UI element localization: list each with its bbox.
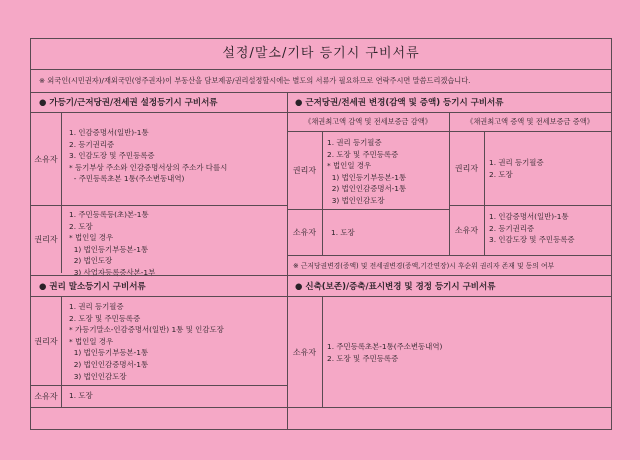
list-item: 2. 도장 및 주민등록증: [327, 353, 399, 363]
middle-divider: [31, 275, 611, 276]
decrease-holder-list: [327, 137, 406, 207]
list-item: 1) 법인등기부등본-1통: [327, 172, 407, 182]
section1-heading: ● 가등기/근저당권/전세권 설정등기시 구비서류: [31, 93, 287, 113]
list-item: * 법인일 경우: [69, 336, 114, 346]
list-item: 3) 법인인감도장: [69, 371, 127, 381]
list-item: 3) 법인인감도장: [327, 195, 385, 205]
section2-footnote: ※ 근저당권변경(증액) 및 전세권변경(증액,기간연장)시 후순위 권리자 존재 및 동의 여부: [293, 262, 555, 270]
list-item: 3. 인감도장 및 주민등록증: [69, 151, 155, 161]
section2-heading: ● 근저당권/전세권 변경(감액 및 증액) 등기시 구비서류: [287, 93, 611, 113]
increase-owner-list: [489, 211, 575, 246]
list-item: 1. 인감증명서(일반)-1통: [489, 212, 569, 221]
section3-role-divider: [61, 297, 62, 407]
list-item: 1. 권리 등기필증: [327, 138, 382, 147]
section3-row-divider: [31, 385, 287, 386]
increase-owner-label: 소유자: [454, 225, 479, 235]
section1-owner-list: [69, 127, 227, 185]
foreigner-notice: ※ 외국인(시민권자)/재외국민(영주권자)이 부동산을 담보제공/권리설정할시에는 별도의 서류가 필요하므로 연락주시면 말씀드리겠습니다.: [31, 69, 611, 93]
list-item: 2) 법인인감증명서-1통: [327, 184, 407, 194]
list-item: - 주민등록초본 1통(주소변동내역): [69, 174, 185, 184]
section1-row-divider: [31, 205, 287, 206]
list-item: 1. 권리 등기필증: [489, 158, 544, 167]
list-item: * 가등기말소-인감증명서(일반) 1통 및 인감도장: [69, 325, 224, 335]
increase-holder-label: 권리자: [454, 163, 479, 173]
section1-role-divider: [61, 113, 62, 273]
list-item: * 법인일 경우: [327, 161, 372, 171]
decrease-owner-list: [331, 227, 355, 239]
list-item: 2. 도장: [69, 221, 93, 231]
section3-holder-list: [69, 301, 224, 382]
list-item: 1. 도장: [69, 391, 93, 400]
section1-holder-label: 권리자: [34, 234, 58, 244]
list-item: 1) 법인등기부등본-1통: [69, 244, 149, 254]
list-item: 2. 등기권리증: [489, 223, 535, 233]
list-item: 1. 인감증명서(일반)-1통: [69, 128, 149, 137]
list-item: 1) 법인등기부등본-1통: [69, 348, 149, 358]
decrease-holder-label: 권리자: [292, 165, 317, 175]
document-title: 설정/말소/기타 등기시 구비서류: [31, 39, 611, 70]
section3-heading: ● 권리 말소등기시 구비서류: [31, 277, 287, 297]
section2-left-role-divider: [322, 131, 323, 255]
list-item: 2. 도장 및 주민등록증: [69, 313, 141, 323]
increase-subheading: 《채권최고액 증액 및 전세보증금 증액》: [466, 117, 594, 126]
section2-right-role-divider: [484, 131, 485, 255]
section2-footnote-divider: [287, 255, 611, 256]
list-item: 3) 사업자등록증사본-1부: [69, 267, 156, 277]
list-item: 2. 도장: [489, 169, 513, 179]
lower-bottom-divider: [31, 407, 611, 408]
list-item: 2) 법인도장: [69, 256, 113, 266]
increase-holder-list: [489, 157, 544, 180]
document-form: [30, 38, 612, 430]
section4-owner-label: 소유자: [292, 347, 317, 357]
list-item: 3. 인감도장 및 주민등록증: [489, 235, 575, 245]
section3-holder-label: 권리자: [34, 336, 58, 346]
section4-heading: ● 신축(보존)/증축/표시변경 및 경정 등기시 구비서류: [287, 277, 611, 297]
section4-role-divider: [322, 297, 323, 407]
list-item: 1. 주민등록초본-1통(주소변동내역): [327, 342, 443, 351]
section1-holder-list: [69, 209, 155, 279]
list-item: 2. 등기권리증: [69, 139, 115, 149]
section1-owner-label: 소유자: [34, 154, 58, 164]
section3-owner-label: 소유자: [34, 391, 58, 401]
decrease-subheading: 《채권최고액 감액 및 전세보증금 감액》: [304, 117, 432, 126]
decrease-owner-label: 소유자: [292, 227, 317, 237]
list-item: * 법인일 경우: [69, 233, 114, 243]
list-item: 1. 권리 등기필증: [69, 302, 124, 311]
list-item: 1. 도장: [331, 228, 355, 237]
list-item: 1. 주민등록등(초)본-1통: [69, 210, 149, 219]
section4-owner-list: [327, 341, 442, 364]
list-item: 2. 도장 및 주민등록증: [327, 149, 399, 159]
list-item: * 등기부상 주소와 인감증명서상의 주소가 다를시: [69, 162, 228, 172]
list-item: 2) 법인인감증명서-1통: [69, 359, 149, 369]
section3-owner-list: [69, 390, 93, 402]
